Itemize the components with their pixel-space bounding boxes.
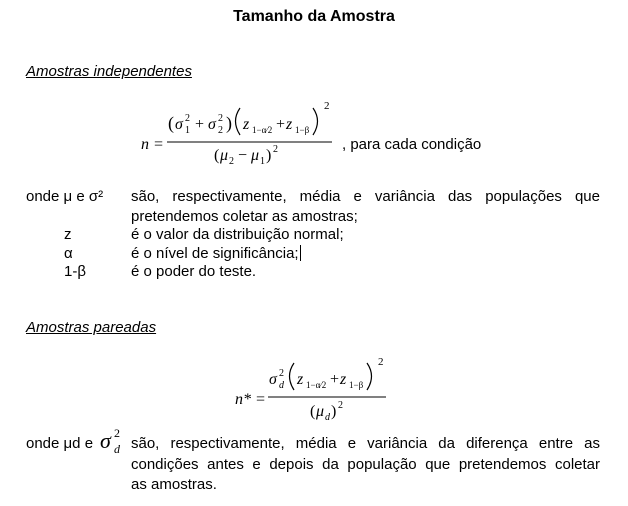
plus-2: + <box>276 116 286 133</box>
plus: + <box>330 371 340 388</box>
big-paren-close <box>313 108 318 135</box>
onde-label-pareadas: onde μd e <box>26 435 94 452</box>
plus-1: + <box>195 116 205 133</box>
onde-text-pareadas-1: são, respectivamente, média e variância da diferença entre as <box>131 435 600 452</box>
sigma-2-sup: 2 <box>218 113 223 124</box>
onde-text-pareadas-2: condições antes e depois da população que pretendemos coletar <box>131 456 600 473</box>
definition-text-z: é o valor da distribuição normal; <box>131 226 344 243</box>
formula-independentes <box>130 96 510 171</box>
z-1-sub: 1−α⁄2 <box>306 380 327 390</box>
sigma-d-sup: 2 <box>279 368 284 379</box>
onde-text-independentes-2: pretendemos coletar as amostras; <box>131 208 358 225</box>
paren-open: ( <box>168 113 174 133</box>
big-paren-close <box>367 363 372 390</box>
mu-d: μ <box>316 403 325 420</box>
z-1: z <box>297 371 304 388</box>
section-heading-pareadas: Amostras pareadas <box>26 319 157 336</box>
mu-d-sub: d <box>325 412 330 423</box>
onde-text-independentes-1: são, respectivamente, média e variância das populações que <box>131 188 600 205</box>
mu-2-sub: 2 <box>229 156 234 167</box>
z-1-sub: 1−α⁄2 <box>252 125 273 135</box>
z-1: z <box>243 116 250 133</box>
z-2: z <box>286 116 293 133</box>
definition-symbol-z: z <box>64 226 72 243</box>
paren-power: 2 <box>378 356 384 368</box>
svg-text:2: 2 <box>114 426 120 440</box>
svg-text:σ: σ <box>100 428 111 453</box>
formula-condition: , para cada condição <box>342 136 482 153</box>
big-paren-open <box>236 108 241 135</box>
svg-text:d: d <box>114 442 120 456</box>
definition-text-beta: é o poder do teste. <box>131 263 257 280</box>
onde-label-independentes: onde μ e σ² <box>26 188 104 205</box>
definition-symbol-beta: 1-β <box>64 263 86 280</box>
sigma-d: σ <box>269 371 277 388</box>
den-paren-open: ( <box>310 403 316 420</box>
sigma-1-sub: 1 <box>185 125 190 136</box>
sigma-2-sub: 2 <box>218 125 223 136</box>
sigma-1-sup: 2 <box>185 113 190 124</box>
paren-close: ) <box>226 113 232 133</box>
den-paren-open: ( <box>214 147 220 164</box>
z-2-sub: 1−β <box>349 380 364 390</box>
den-power: 2 <box>273 144 278 155</box>
big-paren-open <box>290 363 295 390</box>
sigma-d-squared-symbol <box>98 426 128 458</box>
definition-text-alpha: é o nível de significância; <box>131 245 299 262</box>
formula-lhs: n = <box>141 136 164 153</box>
paren-power: 2 <box>324 100 330 112</box>
page-title: Tamanho da Amostra <box>233 8 395 25</box>
den-paren-close: ) <box>331 403 337 420</box>
den-power: 2 <box>338 400 343 411</box>
den-paren-close: ) <box>266 147 272 164</box>
z-2: z <box>340 371 347 388</box>
mu-1: μ <box>251 147 260 164</box>
onde-text-pareadas-3: as amostras. <box>131 476 217 493</box>
formula-pareadas <box>230 352 400 427</box>
minus: − <box>238 147 248 164</box>
definition-line-alpha <box>131 245 301 262</box>
definition-symbol-alpha: α <box>64 245 73 262</box>
z-2-sub: 1−β <box>295 125 310 135</box>
formula-lhs: n* = <box>235 391 266 408</box>
section-heading-independentes: Amostras independentes <box>26 63 192 80</box>
sigma-d-sub: d <box>279 380 284 391</box>
text-cursor <box>300 245 301 261</box>
sigma-2: σ <box>208 116 216 133</box>
mu-2: μ <box>220 147 229 164</box>
sigma-1: σ <box>175 116 183 133</box>
mu-1-sub: 1 <box>260 156 265 167</box>
